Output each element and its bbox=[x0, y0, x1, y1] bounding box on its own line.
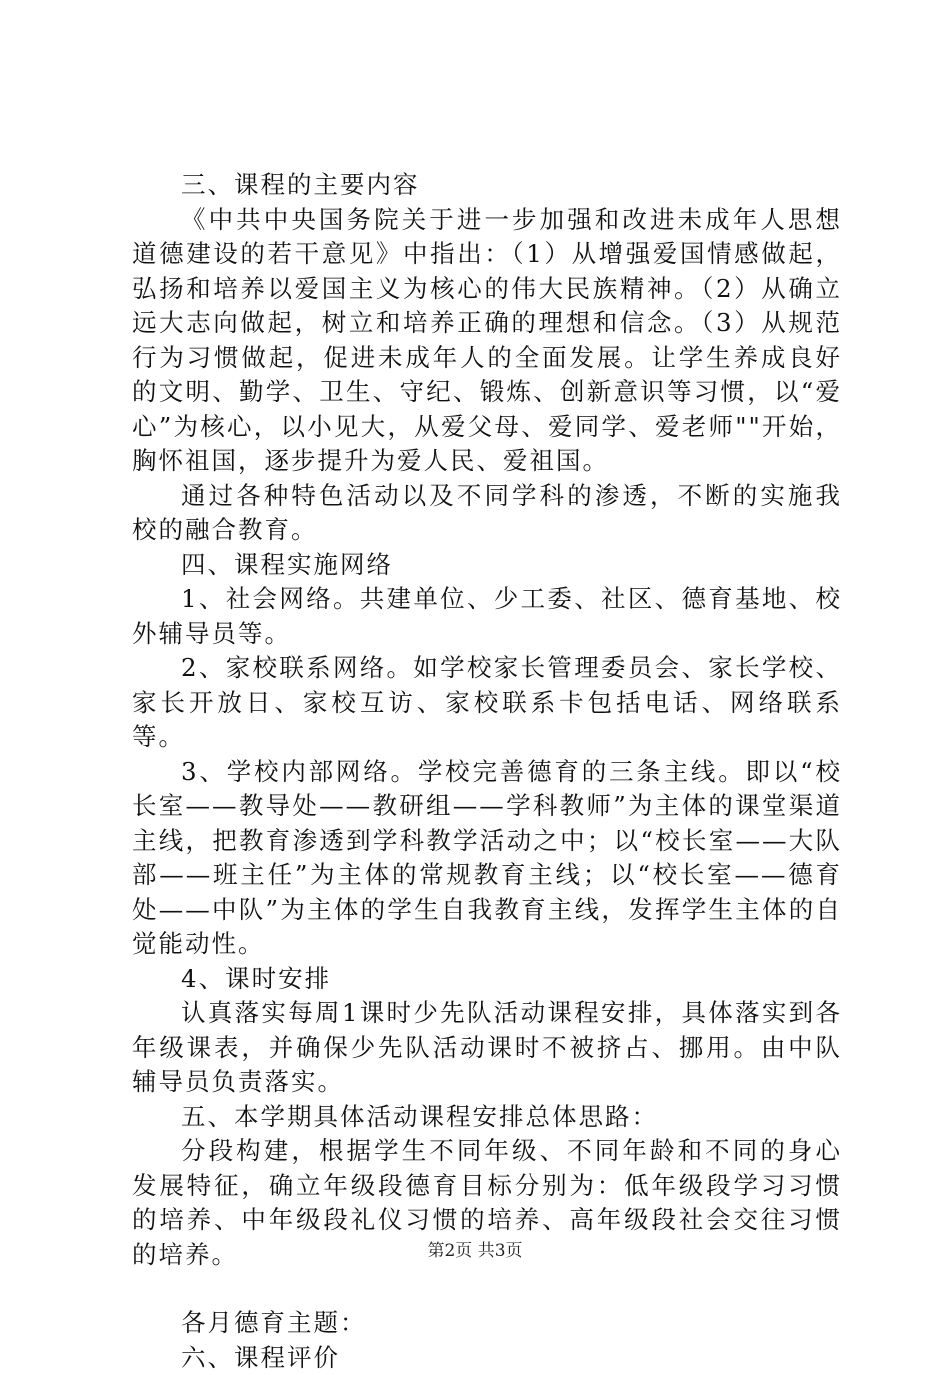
paragraph-opinions: 《中共中央国务院关于进一步加强和改进未成年人思想道德建设的若干意见》中指出：（1）从增强爱国情感做起，弘扬和培养以爱国主义为核心的伟大民族精神。（2）从确立远大志向做起，树立和培养正确的理想和信念。（3）从规范行为习惯做起，促进未成年人的全面发展。让学生养成良好的文明、勤学、卫生、守纪、锻炼、创新意识等习惯，以“爱心”为核心，以小见大，从爱父母、爱同学、爱老师""开始，胸怀祖国，逐步提升为爱人民、爱祖国。 bbox=[132, 203, 842, 479]
section-heading-content: 三、课程的主要内容 bbox=[132, 168, 842, 203]
section-heading-network: 四、课程实施网络 bbox=[132, 548, 842, 583]
section-heading-schedule: 4、课时安排 bbox=[132, 962, 842, 997]
blank-line bbox=[132, 1272, 842, 1306]
paragraph-plan: 分段构建，根据学生不同年级、不同年龄和不同的身心发展特征，确立年级段德育目标分别为：低年级段学习习惯的培养、中年级段礼仪习惯的培养、高年级段社会交往习惯的培养。 bbox=[132, 1134, 842, 1272]
paragraph-family-network: 2、家校联系网络。如学校家长管理委员会、家长学校、家长开放日、家校互访、家校联系卡包括电话、网络联系等。 bbox=[132, 651, 842, 755]
paragraph-school-network: 3、学校内部网络。学校完善德育的三条主线。即以“校长室——教导处——教研组——学科教师”为主体的课堂渠道主线，把教育渗透到学科教学活动之中；以“校长室——大队部——班主任”为主体的常规教育主线；以“校长室——德育处——中队”为主体的学生自我教育主线，发挥学生主体的自觉能动性。 bbox=[132, 755, 842, 962]
document-body bbox=[132, 168, 842, 1375]
paragraph-social-network: 1、社会网络。共建单位、少工委、社区、德育基地、校外辅导员等。 bbox=[132, 582, 842, 651]
page-footer: 第2页 共3页 bbox=[0, 1240, 950, 1262]
paragraph-activities: 通过各种特色活动以及不同学科的渗透，不断的实施我校的融合教育。 bbox=[132, 479, 842, 548]
paragraph-schedule: 认真落实每周1课时少先队活动课程安排，具体落实到各年级课表，并确保少先队活动课时不被挤占、挪用。由中队辅导员负责落实。 bbox=[132, 996, 842, 1100]
section-heading-evaluation: 六、课程评价 bbox=[132, 1341, 842, 1375]
paragraph-monthly-themes: 各月德育主题： bbox=[132, 1306, 842, 1341]
section-heading-plan: 五、本学期具体活动课程安排总体思路： bbox=[132, 1100, 842, 1135]
